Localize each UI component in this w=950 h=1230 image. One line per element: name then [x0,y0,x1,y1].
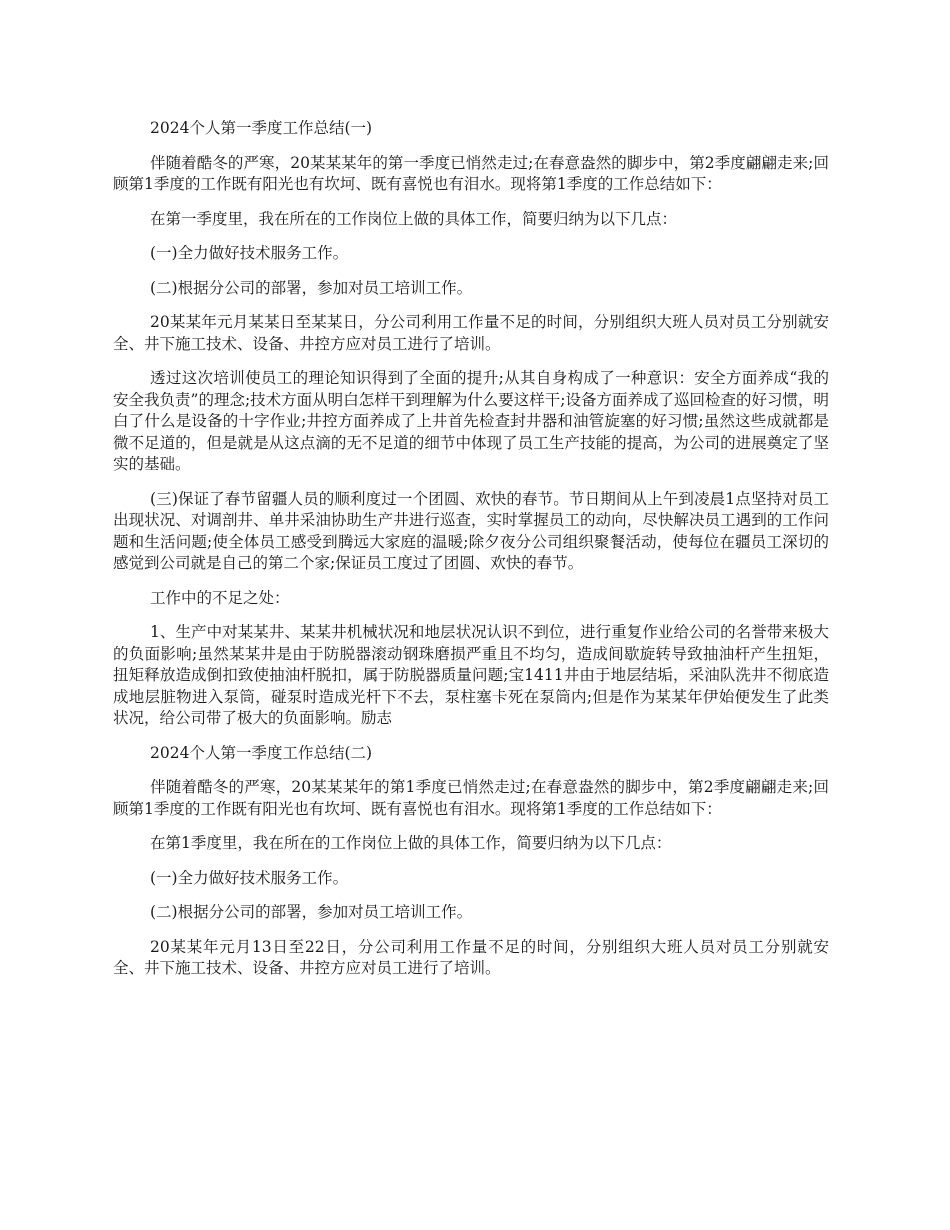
section-1-paragraph-3: (一)全力做好技术服务工作。 [150,244,349,262]
section-1-paragraph-8: 工作中的不足之处： [150,588,290,607]
section-1-paragraph-2: 在第一季度里，我在所在的工作岗位上做的具体工作，简要归纳为以下几点： [150,209,678,228]
section-1-title: 2024个人第一季度工作总结(一) [150,119,373,137]
section-1-paragraph-1: 伴随着酷冬的严寒，20某某某年的第一季度已悄然走过;在春意盎然的脚步中，第2季度翩翩走来;回顾第1季度的工作既有阳光也有坎坷、既有喜悦也有泪水。现将第1季度的工作总结如下： [113,153,829,193]
section-2-paragraph-2: 在第1季度里，我在所在的工作岗位上做的具体工作，简要归纳为以下几点： [150,834,672,852]
section-1-paragraph-9: 1、生产中对某某井、某某井机械状况和地层状况认识不到位，进行重复作业给公司的名誉带来极大的负面影响;虽然某某井是由于防脱器滚动钢珠磨损严重且不均匀，造成间歇旋转导致抽油杆产生扭矩，扭矩释放造成倒扣致使抽油杆脱扣，属于防脱器质量问题;宝1411井由于地层结垢，采油队洗井不彻底造成地层脏物进入泵筒，碰泵时造成光杆下不去，泵柱塞卡死在泵筒内;但是作为某某年伊始便发生了此类状况，给公司带了极大的负面影响。励志 [113,623,829,727]
section-2-title: 2024个人第一季度工作总结(二) [150,743,373,762]
section-2-paragraph-1: 伴随着酷冬的严寒，20某某某年的第1季度已悄然走过;在春意盎然的脚步中，第2季度翩翩走来;回顾第1季度的工作既有阳光也有坎坷、既有喜悦也有泪水。现将第1季度的工作总结如下： [113,778,829,818]
section-1-paragraph-4: (二)根据分公司的部署，参加对员工培训工作。 [150,278,473,297]
section-2-paragraph-3: (一)全力做好技术服务工作。 [150,868,349,887]
section-2-paragraph-4: (二)根据分公司的部署，参加对员工培训工作。 [150,903,473,921]
section-2-paragraph-5: 20某某年元月13日至22日，分公司利用工作量不足的时间，分别组织大班人员对员工分别就安全、井下施工技术、设备、井控方应对员工进行了培训。 [113,937,829,977]
section-1-paragraph-5: 20某某年元月某某日至某某日，分公司利用工作量不足的时间，分别组织大班人员对员工分别就安全、井下施工技术、设备、井控方应对员工进行了培训。 [113,313,829,353]
document-body [113,118,829,993]
section-1-paragraph-7: (三)保证了春节留疆人员的顺利度过一个团圆、欢快的春节。节日期间从上午到凌晨1点坚持对员工出现状况、对调剖井、单井采油协助生产井进行巡查，实时掌握员工的动向，尽快解决员工遇到的工作问题和生活问题;使全体员工感受到腾远大家庭的温暖;除夕夜分公司组织聚餐活动，使每位在疆员工深切的感觉到公司就是自己的第二个家;保证员工度过了团圆、欢快的春节。 [113,489,829,572]
section-1-paragraph-6: 透过这次培训使员工的理论知识得到了全面的提升;从其自身构成了一种意识：安全方面养成“我的安全我负责”的理念;技术方面从明白怎样干到理解为什么要这样干;设备方面养成了巡回检查的好习惯，明白了什么是设备的十字作业;井控方面养成了上井首先检查封井器和油管旋塞的好习惯;虽然这些成就都是微不足道的，但是就是从这点滴的无不足道的细节中体现了员工生产技能的提高，为公司的进展奠定了坚实的基础。 [113,369,829,473]
